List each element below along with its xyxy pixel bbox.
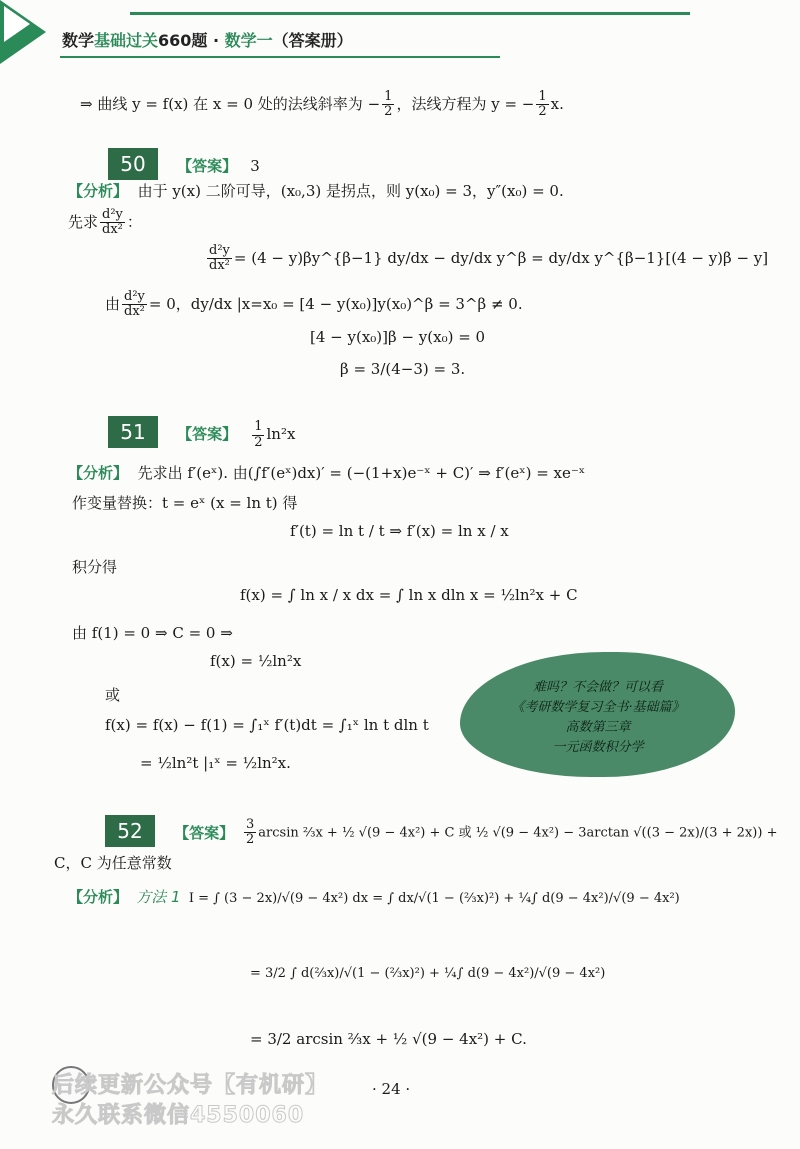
q50-answer: 3 bbox=[250, 157, 260, 175]
line-normal-slope: ⇒ 曲线 y = f(x) 在 x = 0 处的法线斜率为 − $\frac{1}{2}$ ，法线方程为 y = − $\frac{1}{2}$ x. bbox=[80, 89, 564, 120]
q50-eq1: $\frac{\text{d²y}}{\text{dx²}}$ = (4 − y)βy^{β−1} dy/dx − dy/dx y^β = dy/dx y^{β−1}[(4 − y)β − y] bbox=[209, 243, 769, 274]
q50-analysis: 【分析】 由于 y(x) 二阶可导，(x₀,3) 是拐点，则 y(x₀) = 3，y″(x₀) = 0. bbox=[68, 182, 564, 200]
q50-tag: 50 bbox=[108, 148, 158, 180]
watermark-line-2: 永久联系微信4550060 bbox=[52, 1103, 305, 1128]
q52-eq3: = 3/2 arcsin ⅔x + ½ √(9 − 4x²) + C. bbox=[250, 1030, 527, 1048]
header-underline bbox=[60, 56, 500, 58]
q50-eq3: [4 − y(x₀)]β − y(x₀) = 0 bbox=[310, 328, 486, 346]
q52-tag: 52 bbox=[105, 815, 155, 847]
q52-answer2: C，C 为任意常数 bbox=[54, 854, 172, 872]
q51-eq5: = ½ln²t |₁ˣ = ½ln²x. bbox=[140, 754, 291, 772]
q51-sub: 作变量替换：t = eˣ (x = ln t) 得 bbox=[72, 494, 298, 512]
q51-analysis: 【分析】 先求出 f′(eˣ). 由(∫f′(eˣ)dx)′ = (−(1+x)e⁻ˣ + C)′ ⇒ f′(eˣ) = xe⁻ˣ bbox=[68, 464, 586, 482]
q51-row: 51 【答案】 $\frac{1}{2}$ ln²x bbox=[108, 416, 295, 450]
header-arrow-inner bbox=[4, 6, 30, 42]
header-title: 数学基础过关660题 · 数学一（答案册） bbox=[62, 31, 353, 50]
q50-row bbox=[108, 148, 260, 180]
answer-label: 【答案】 bbox=[177, 425, 238, 443]
q50-eq2: 由 $\frac{\text{d²y}}{\text{dx²}}$ = 0，dy/dx |x=x₀ = [4 − y(x₀)]y(x₀)^β = 3^β ≠ 0. bbox=[105, 289, 523, 320]
q50-first: 先求 $\frac{\text{d²y}}{\text{dx²}}$ ： bbox=[68, 207, 142, 238]
q52-row bbox=[105, 815, 234, 847]
q51-eq2: f(x) = ∫ ln x / x dx = ∫ ln x dln x = ½ln²x + C bbox=[240, 586, 578, 604]
q51-cond: 由 f(1) = 0 ⇒ C = 0 ⇒ bbox=[72, 624, 233, 642]
q51-eq1: f′(t) = ln t / t ⇒ f′(x) = ln x / x bbox=[290, 522, 509, 540]
q50-eq4: β = 3/(4−3) = 3. bbox=[340, 360, 466, 378]
q52-eq2: = 3/2 ∫ d(⅔x)/√(1 − (⅔x)²) + ¼∫ d(9 − 4x²)/√(9 − 4x²) bbox=[250, 966, 606, 981]
watermark-line-1: 后续更新公众号【有机研】 bbox=[52, 1073, 329, 1098]
q51-or: 或 bbox=[105, 686, 121, 704]
q52-answer: $\frac{3}{2}$ arcsin ⅔x + ½ √(9 − 4x²) + C 或 ½ √(9 − 4x²) − 3arctan √((3 − 2x)/(3 + 2x)) + bbox=[246, 817, 778, 848]
q51-tag: 51 bbox=[108, 416, 158, 448]
q51-int: 积分得 bbox=[72, 558, 118, 576]
page-number: · 24 · bbox=[372, 1080, 411, 1098]
tip-bubble-text: 难吗？不会做？可以看 《考研数学复习全书·基础篇》 高数第三章 一元函数积分学 bbox=[511, 680, 685, 755]
q51-answer: ln²x bbox=[266, 425, 296, 443]
answer-label: 【答案】 bbox=[177, 157, 238, 175]
header-rule bbox=[130, 12, 690, 15]
q52-eq1: 【分析】 方法 1 I = ∫ (3 − 2x)/√(9 − 4x²) dx = ∫ dx/√(1 − (⅔x)²) + ¼∫ d(9 − 4x²)/√(9 − 4x²) bbox=[68, 888, 680, 906]
answer-label: 【答案】 bbox=[174, 824, 235, 842]
q51-eq3: f(x) = ½ln²x bbox=[210, 652, 302, 670]
q51-eq4: f(x) = f(x) − f(1) = ∫₁ˣ f′(t)dt = ∫₁ˣ ln t dln t bbox=[105, 716, 429, 734]
